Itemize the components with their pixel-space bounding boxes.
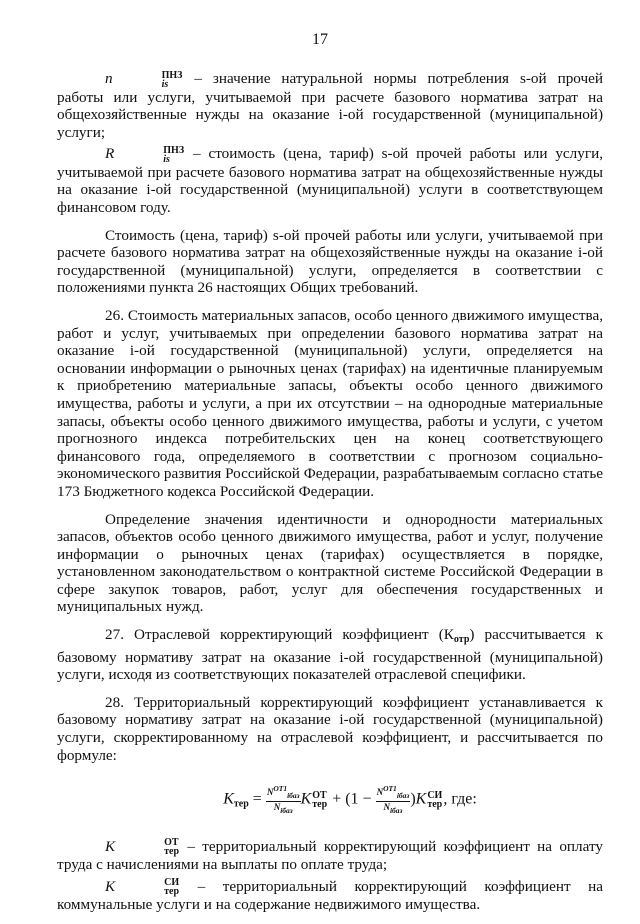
paragraph-26: 26. Стоимость материальных запасов, особо ценного движимого имущества, работ и услуг, учитываемых при определении базового норматива затрат на оказание i-ой государственной (муниципальной) услуги, определяется на основании информации о рыночных ценах (тарифах) на идентичные планируемым к приобретению материальные запасы, объекты особо ценного движимого имущества, работы и услуги, а при их отсутствии – на однородные материальные запасы, объекты особо ценного движимого имущества, работы и услуги, с учетом прогнозного индекса потребительских цен на конец соответствующего финансового года, определяемого в соответствии с прогнозом социально-экономического развития Российской Федерации, разрабатываемым согласно статье 173 Бюджетного кодекса Российской Федерации. [57, 306, 603, 500]
symbol-n-indices: ПНЗ is [161, 69, 183, 90]
formula-fraction-2: $\frac{N^{ОТ1}_{iбаз}}{N_{iбаз}}$ [376, 784, 410, 815]
symbol-n: n [105, 70, 113, 87]
symbol-r-indices: ПНЗ is [163, 144, 185, 165]
paragraph-28: 28. Территориальный корректирующий коэффициент устанавливается к базовому нормативу затрат на оказание i-ой государственной (муниципальной) услуги, скорректированному на отраслевой коэффициент, и рассчитывается по формуле: [57, 693, 603, 764]
paragraph-cost: Стоимость (цена, тариф) s-ой прочей работы или услуги, учитываемой при расчете базового норматива затрат на общехозяйственные нужды на оказание i-ой государственной (муниципальной) услуги, определяется в соответствии с положениями пункта 26 настоящих Общих требований. [57, 226, 603, 297]
paragraph-27: 27. Отраслевой корректирующий коэффициент $(К_{отр})$ рассчитывается к базовому нормативу затрат на оказание i-ой государственной (муниципальной) услуги, исходя из соответствующих показателей отраслевой специфики. [57, 626, 604, 684]
definition-k-ot: K ОТ тер – территориальный корректирующий коэффициент на оплату труда с начислениями на выплаты по оплате труда; [57, 837, 603, 874]
definition-k-si: K СИ тер – территориальный корректирующий коэффициент на коммунальные услуги и на содержание недвижимого имущества. [57, 877, 603, 914]
page-number: 17 [312, 31, 328, 48]
symbol-r: R [105, 145, 115, 163]
territorial-coefficient-formula: $K_{тер}$ = $\frac{N^{ОТ1}_{iбаз}}{N_{iбаз}}$ K ОТ тер + (1 − $\frac{N^{ОТ1}_{iбаз}}{N_{iбаз}}$ )K СИ тер , где: [223, 784, 477, 815]
definition-r-pnz [57, 145, 603, 216]
definition-n-pnz [57, 70, 603, 141]
document-body [57, 70, 603, 924]
paragraph-identity: Определение значения идентичности и однородности материальных запасов, объектов особо ценного движимого имущества, работ и услуг, получение информации о рыночных ценах (тарифах) осуществляется в порядке, установленном законодательством о контрактной системе Российской Федерации в сфере закупок товаров, работ, услуг для обеспечения государственных и муниципальных нужд. [57, 510, 603, 616]
symbol-k-otr: К [443, 626, 454, 644]
definition-n-text: – значение натуральной нормы потребления s-ой прочей работы или услуги, учитываемой при расчете базового норматива затрат на общехозяйственные нужды на оказание i-ой государственной (муниципальной) услуги; [57, 70, 603, 141]
definition-r-text: – стоимость (цена, тариф) s-ой прочей работы или услуги, учитываемой при расчете базового норматива затрат на общехозяйственные нужды на оказание i-ой государственной (муниципальной) услуги в соответствующем финансовом году. [57, 145, 603, 216]
formula-fraction-1: $\frac{N^{ОТ1}_{iбаз}}{N_{iбаз}}$ [266, 784, 300, 815]
